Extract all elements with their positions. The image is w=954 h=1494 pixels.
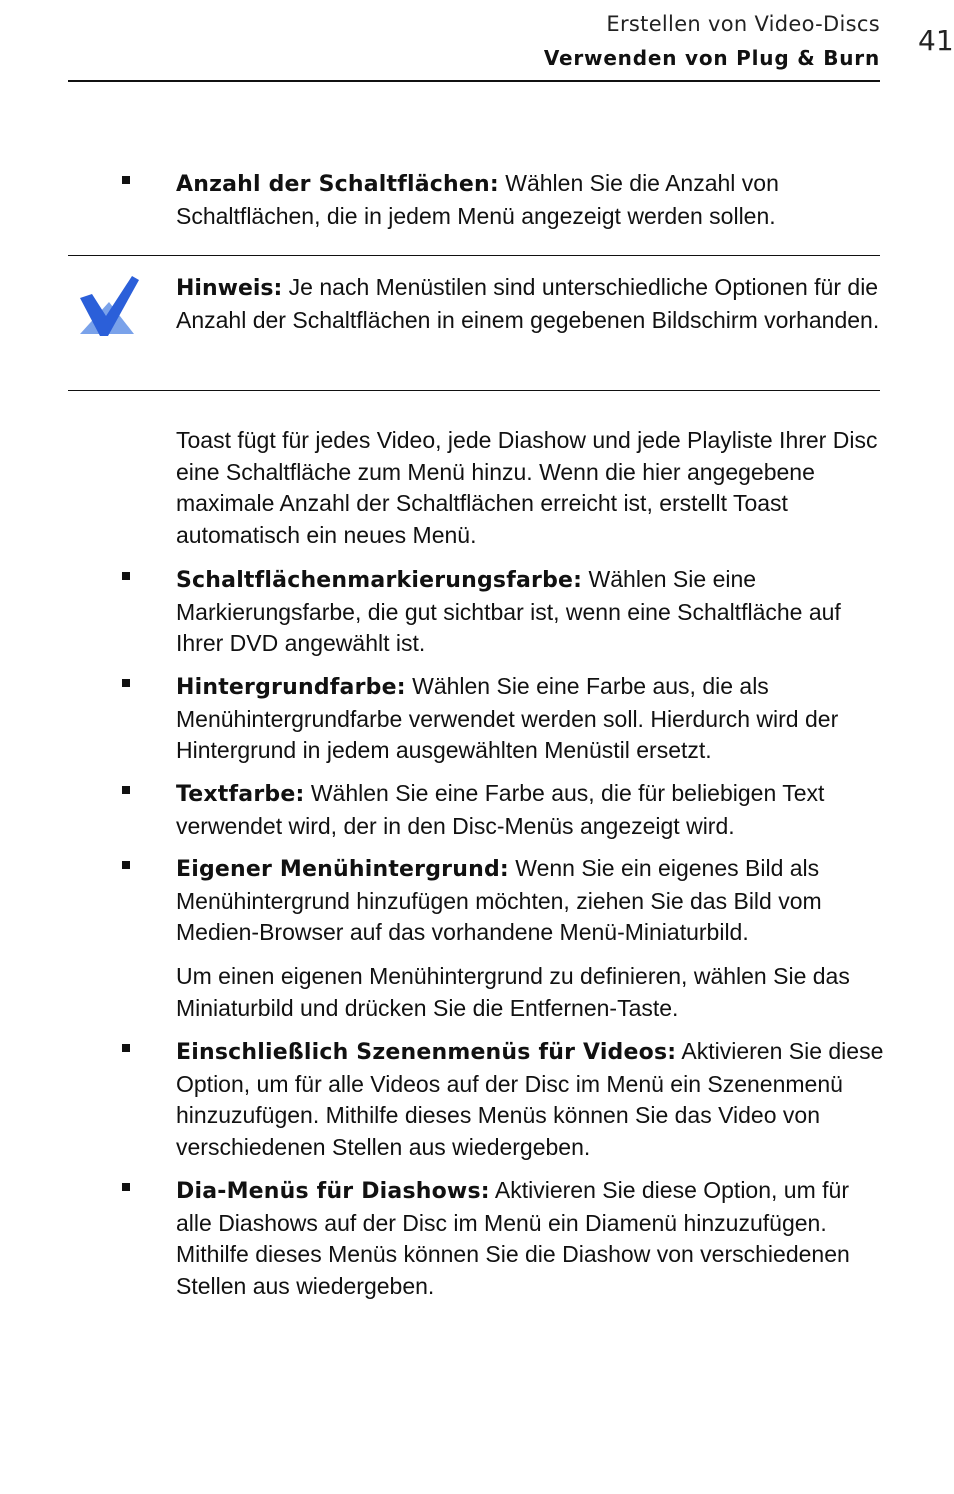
bullet-icon [122,861,130,869]
list-item-term: Schaltflächenmarkierungsfarbe: [176,568,583,593]
list-item-description: Aktivieren Sie diese Option, um für alle Diashows auf der Disc im Menü ein Diamenü hinzuzufügen. Mithilfe dieses Menüs können Sie die Diashow von verschiedenen Stellen aus wiedergeben. [176,1177,850,1299]
checkmark-icon [76,272,142,340]
list-item-text [176,168,886,232]
note-body: Je nach Menüstilen sind unterschiedliche Optionen für die Anzahl der Schaltflächen in einem gegebenen Bildschirm vorhanden. [176,274,880,333]
note-text [176,272,886,336]
list-item-term: Anzahl der Schaltflächen: [176,172,499,197]
page-header [68,10,880,82]
list-item-term: Textfarbe: [176,782,305,807]
paragraph-toast: Toast fügt für jedes Video, jede Diashow und jede Playliste Ihrer Disc eine Schaltfläche zum Menü hinzu. Wenn die hier angegebene maximale Anzahl der Schaltflächen erreicht ist, erstellt Toast automatisch ein neues Menü. [176,427,878,548]
list-item-text [176,671,886,767]
list-item-term: Dia-Menüs für Diashows: [176,1179,490,1204]
list-item-text [176,778,886,842]
paragraph-remove: Um einen eigenen Menühintergrund zu definieren, wählen Sie das Miniaturbild und drücken Sie die Entfernen-Taste. [176,963,850,1021]
list-item-text [176,853,886,949]
list-item-description: Wählen Sie eine Farbe aus, die für beliebigen Text verwendet wird, der in den Disc-Menüs angezeigt wird. [176,780,825,839]
note-bottom-rule [68,390,880,391]
list-item-term: Eigener Menühintergrund: [176,857,509,882]
list-item-text [176,1175,886,1302]
bullet-icon [122,1044,130,1052]
list-item-description: Wählen Sie die Anzahl von Schaltflächen, die in jedem Menü angezeigt werden sollen. [176,170,779,229]
bullet-icon [122,1183,130,1191]
page-number: 41 [918,24,954,57]
list-item-text [176,564,886,660]
note-label: Hinweis: [176,276,283,301]
bullet-icon [122,176,130,184]
list-item-description: Wählen Sie eine Farbe aus, die als Menühintergrundfarbe verwendet werden soll. Hierdurch wird der Hintergrund in jedem ausgewählten Menüstil ersetzt. [176,673,839,763]
section-title: Verwenden von Plug & Burn [543,46,880,70]
list-item-term: Hintergrundfarbe: [176,675,406,700]
list-item-text [176,1036,886,1163]
list-item-description: Wenn Sie ein eigenes Bild als Menühintergrund hinzufügen möchten, ziehen Sie das Bild vom Medien-Browser auf das vorhandene Menü-Miniaturbild. [176,855,822,945]
chapter-title: Erstellen von Video-Discs [606,12,880,36]
bullet-icon [122,786,130,794]
list-item-term: Einschließlich Szenenmenüs für Videos: [176,1040,677,1065]
bullet-icon [122,572,130,580]
bullet-icon [122,679,130,687]
list-item-description: Wählen Sie eine Markierungsfarbe, die gut sichtbar ist, wenn eine Schaltfläche auf Ihrer DVD angewählt ist. [176,566,841,656]
note-top-rule [68,255,880,256]
list-item-description: Aktivieren Sie diese Option, um für alle Videos auf der Disc im Menü ein Szenenmenü hinzuzufügen. Mithilfe dieses Menüs können Sie das Video von verschiedenen Stellen aus wiedergeben. [176,1038,884,1160]
